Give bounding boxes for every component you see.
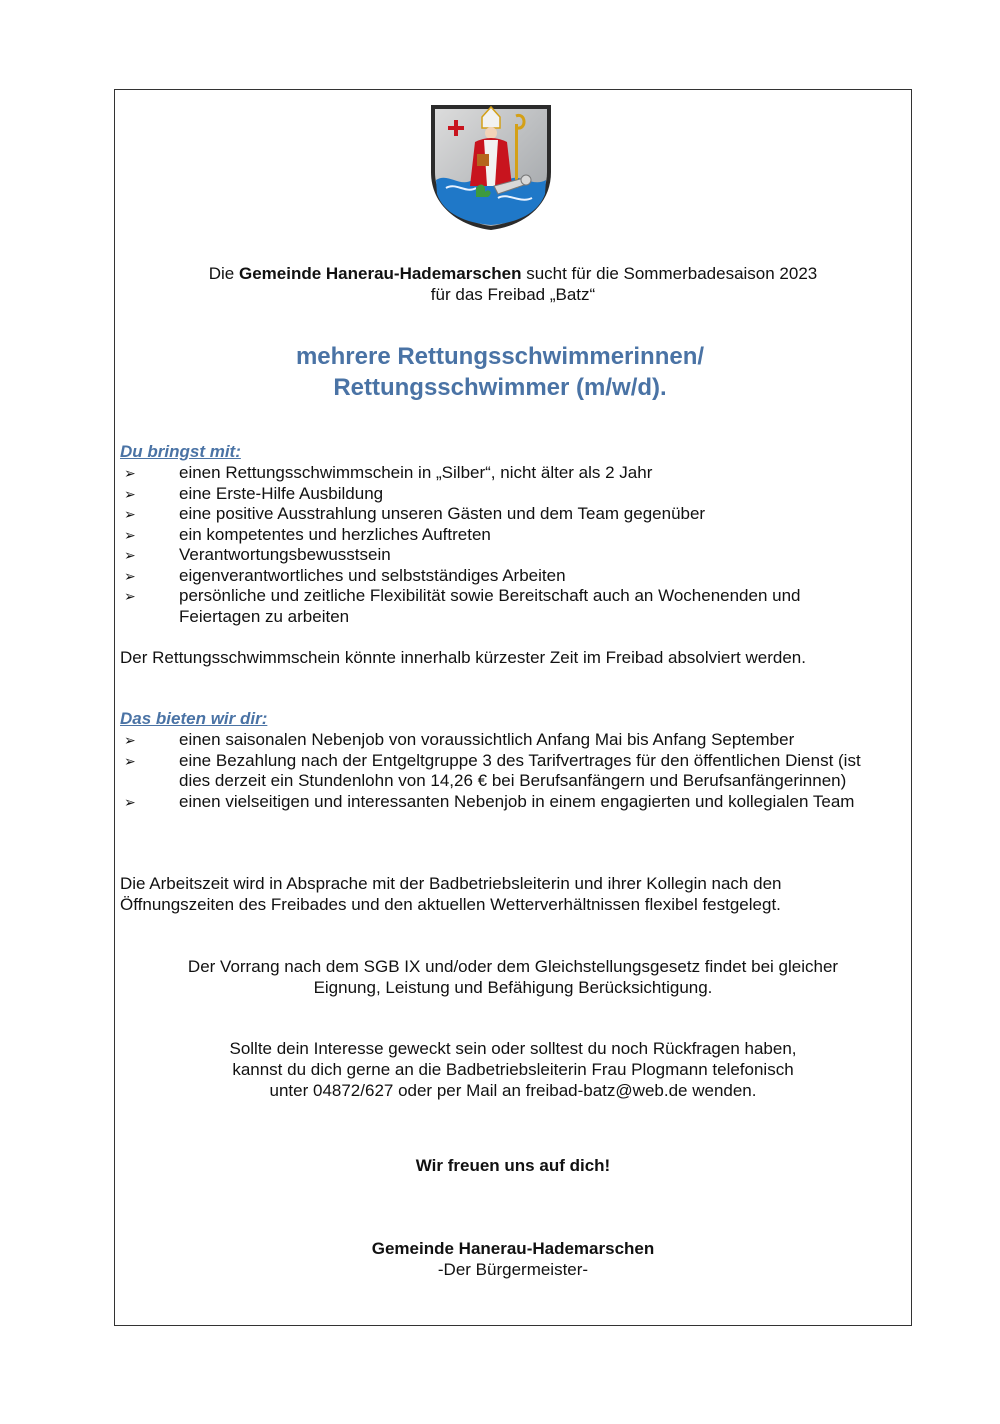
working-hours-note: Die Arbeitszeit wird in Absprache mit der Badbetriebsleiterin und ihrer Kollegin nach den Öffnungszeiten des Freibades und den aktuellen Wetterverhältnissen flexibel festgelegt. (120, 874, 782, 914)
list-item-text: persönliche und zeitliche Flexibilität sowie Bereitschaft auch an Wochenenden und Feiertagen zu arbeiten (179, 586, 801, 626)
signature-role: -Der Bürgermeister- (437, 1260, 589, 1279)
offer-heading: Das bieten wir dir: (120, 709, 268, 728)
priority-note (114, 956, 912, 998)
intro-line-1 (114, 263, 912, 284)
job-title-line-2: Rettungsschwimmer (m/w/d). (333, 374, 667, 401)
bullet-arrow-icon: ➢ (124, 588, 136, 604)
requirements-note: Der Rettungsschwimmschein könnte innerhalb kürzester Zeit im Freibad absolviert werden. (120, 648, 806, 667)
bullet-arrow-icon: ➢ (124, 567, 136, 584)
contact-line-2: kannst du dich gerne an die Badbetriebsleiterin Frau Plogmann telefonisch (232, 1060, 794, 1079)
list-item (120, 586, 880, 627)
bullet-arrow-icon: ➢ (124, 506, 136, 522)
list-item (120, 730, 880, 751)
list-item-text: eine Erste-Hilfe Ausbildung (179, 483, 384, 503)
bullet-arrow-icon: ➢ (124, 547, 136, 563)
bullet-arrow-icon: ➢ (124, 465, 136, 481)
list-item (120, 545, 880, 566)
contact-info (114, 1038, 912, 1101)
list-item-text: einen Rettungsschwimmschein in „Silber“, nicht älter als 2 Jahr (179, 463, 653, 482)
offer-list (120, 730, 880, 812)
signature-organization: Gemeinde Hanerau-Hademarschen (371, 1239, 655, 1258)
job-title (114, 341, 886, 403)
job-title-line-1: mehrere Rettungsschwimmerinnen/ (295, 343, 705, 370)
list-item (120, 484, 880, 505)
list-item (120, 463, 880, 484)
list-item-text: eine positive Ausstrahlung unseren Gästen und dem Team gegenüber (179, 504, 706, 523)
list-item-text: einen vielseitigen und interessanten Nebenjob in einem engagierten und kollegialen Team (179, 791, 855, 811)
list-item (120, 792, 880, 813)
bullet-arrow-icon: ➢ (124, 752, 136, 769)
intro-line-2: für das Freibad „Batz“ (430, 285, 596, 304)
list-item (120, 525, 880, 546)
signature (114, 1238, 912, 1280)
bullet-arrow-icon: ➢ (124, 793, 136, 810)
list-item (120, 751, 880, 792)
closing-text: Wir freuen uns auf dich! (415, 1156, 611, 1175)
intro-suffix: sucht für die Sommerbadesaison 2023 (521, 264, 818, 283)
list-item (120, 504, 880, 525)
intro-prefix: Die (208, 264, 239, 283)
priority-line-1: Der Vorrang nach dem SGB IX und/oder dem Gleichstellungsgesetz findet bei gleicher (187, 957, 839, 976)
contact-line-1: Sollte dein Interesse geweckt sein oder solltest du noch Rückfragen haben, (229, 1039, 797, 1058)
list-item-text: eine Bezahlung nach der Entgeltgruppe 3 des Tarifvertrages für den öffentlichen Dienst (ist dies derzeit ein Stundenlohn von 14,26 € bei Berufsanfängern und Berufsanfängerinnen) (179, 750, 861, 790)
priority-line-2: Eignung, Leistung und Befähigung Berücksichtigung. (313, 978, 713, 997)
intro-organization: Gemeinde Hanerau-Hademarschen (238, 264, 522, 283)
bullet-arrow-icon: ➢ (124, 485, 136, 502)
requirements-heading: Du bringst mit: (120, 442, 241, 461)
bullet-arrow-icon: ➢ (124, 526, 136, 543)
list-item-text: Verantwortungsbewusstsein (179, 545, 391, 564)
list-item-text: einen saisonalen Nebenjob von voraussichtlich Anfang Mai bis Anfang September (179, 730, 795, 749)
contact-line-3: unter 04872/627 oder per Mail an freibad-batz@web.de wenden. (269, 1081, 757, 1100)
list-item-text: ein kompetentes und herzliches Auftreten (179, 524, 491, 544)
intro-text (114, 263, 912, 305)
requirements-list (120, 463, 880, 627)
list-item-text: eigenverantwortliches und selbstständiges Arbeiten (179, 565, 566, 585)
list-item (120, 566, 880, 587)
coat-of-arms-icon (428, 102, 554, 232)
bullet-arrow-icon: ➢ (124, 732, 136, 748)
